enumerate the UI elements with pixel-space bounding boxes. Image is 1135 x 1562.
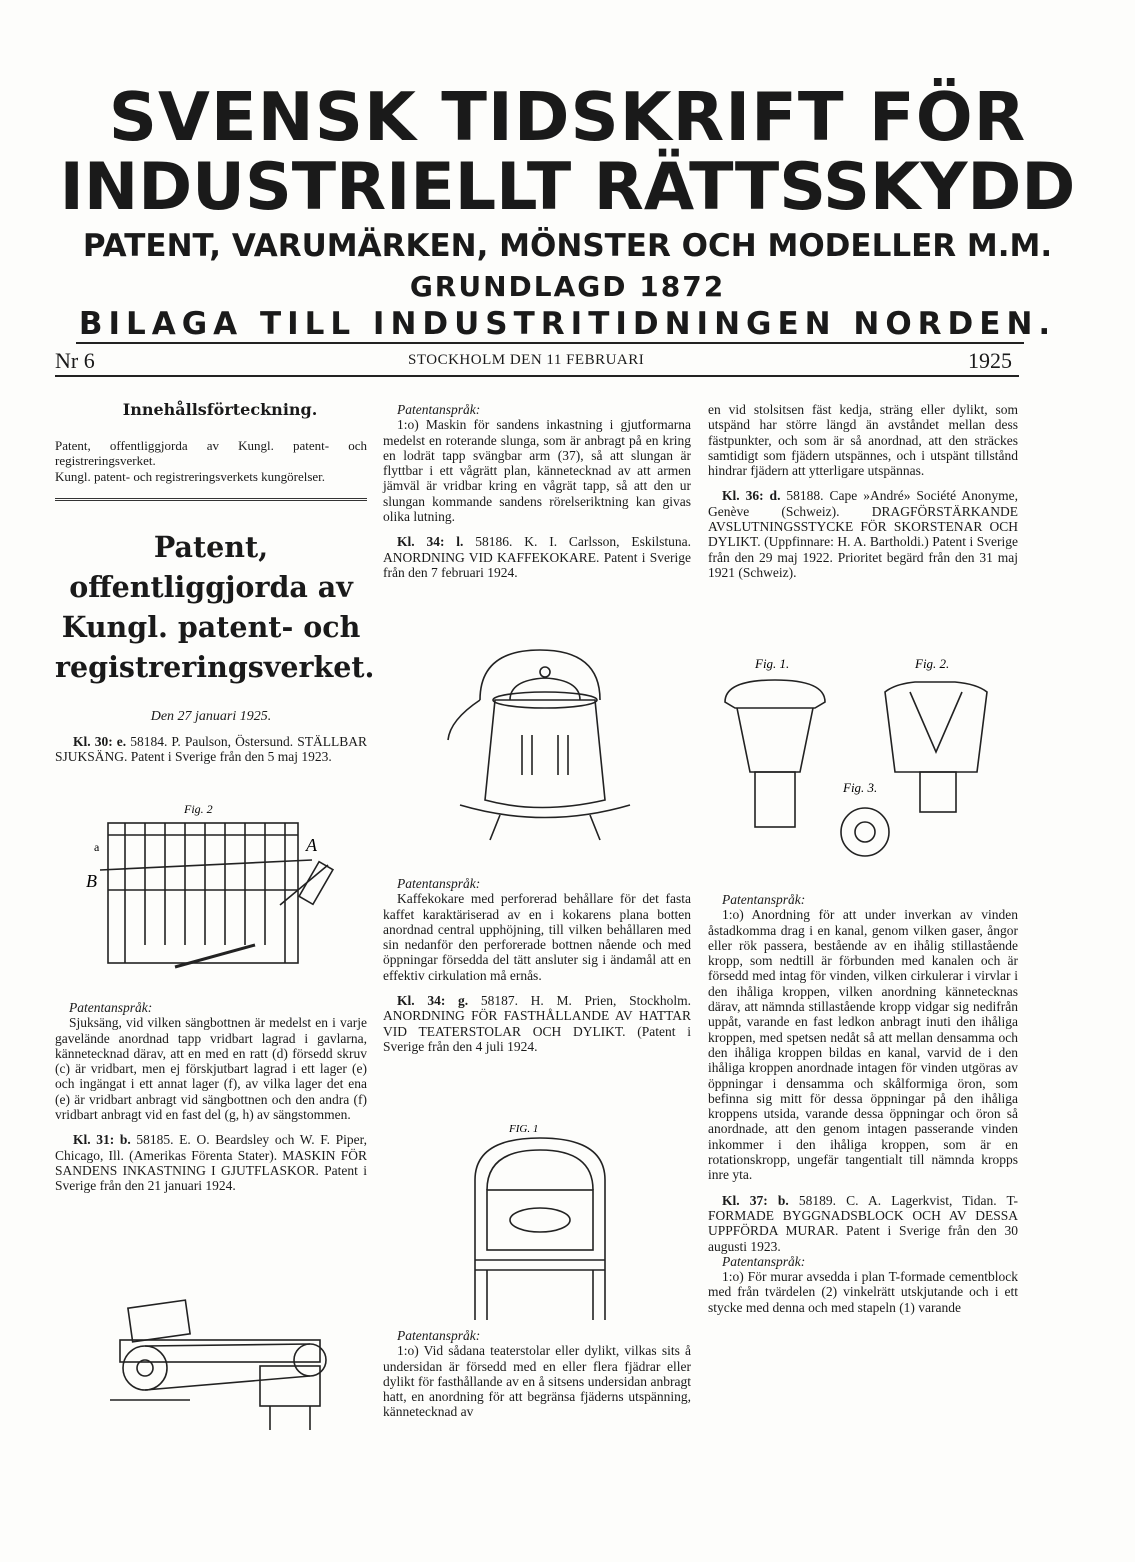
claims-label: Patentanspråk: [397, 1328, 481, 1343]
masthead-supplement: BILAGA TILL INDUSTRITIDNINGEN NORDEN. [78, 306, 1057, 342]
patent-entry-text: 58189. C. A. Lagerkvist, Tidan. T-FORMADE BYGGNADSBLOCK OCH AV DESSA UPPFÖRDA MURAR. Patent i Sverige från den 30 augusti 1923. [708, 1192, 1018, 1254]
class-label: Kl. 30: e. [73, 734, 127, 750]
claims-text: Kaffekokare med perforerad behållare för det fasta kaffet karaktäriserad av en i kokarens plana botten anordnad central upphöjning, till vilken behållaren med sin nedanför den perforerade bottnen nående och med öppningar försedda del tätt ansluter sig i ändamål att en effektiv cirkulation må ernås. [383, 891, 691, 983]
chimney-cap-figures [715, 652, 1020, 882]
class-label: Kl. 34: l. [397, 534, 464, 550]
patent-58188 [708, 488, 1018, 580]
patent-58187 [383, 993, 691, 1054]
column-1-lower [55, 1000, 367, 1194]
patent-58189 [708, 1193, 1018, 1254]
class-label: Kl. 31: b. [73, 1132, 131, 1148]
bed-figure [80, 795, 370, 990]
bed-figure-label: Fig. 2 [184, 802, 213, 816]
toc-item: Kungl. patent- och registreringsverkets kungörelser. [55, 468, 326, 484]
issue-number: Nr 6 [55, 348, 95, 373]
masthead-rule-top [76, 342, 1024, 344]
class-label: Kl. 37: b. [722, 1192, 789, 1208]
patent-entry-text: 58187. H. M. Prien, Stockholm. ANORDNING FÖR FASTHÅLLANDE AV HATTAR VID TEATERSTOLAR OCH DYLIKT. (Patent i Sverige från den 4 juli 1924. [383, 993, 691, 1054]
column-2 [383, 402, 691, 580]
fig-1-label: Fig. 1. [755, 656, 790, 671]
claims-label: Patentanspråk: [69, 1000, 153, 1015]
issue-year: 1925 [968, 348, 1012, 373]
claims-text: 1:o) Anordning för att under inverkan av vinden åstadkomma drag i en kanal, genom vilken gaser, ångor eller rök passera, bestående av en ihålig stillastående kropp, som nedtill är förbunden med kanalen och är försedd med intag för vinden, vilken cirkulerar i virvlar i den ihåliga kroppen, vilken anordning kännetecknas därav, att nämnda stillastående kropp vidgar sig nedifrån uppåt, varande en fast ledkon anbragt inuti den ihåliga kroppen, med spetsen nedåt så att mellan densamma och den ihåliga kroppen bildas en kanal, varvid de i den ihåliga kroppen anordnade intagen för vinden utgöras av öppningar i densamma och skålformiga öron, som befinna sig mitt för dessa öppningar på den ihåliga kroppens utsida, varande dessa öppningar och öron så anordnade, att den genom intagen passerande vinden inkommer i den ihåliga kroppen, som är en rotationskropp, ungefär tangentialt till nämnda kropps inre yta. [708, 907, 1018, 1183]
claims-text: Sjuksäng, vid vilken sängbottnen är medelst en i varje gavelände anordnad tapp vridbart lagrad i gavlarna, kännetecknad därav, att en med en ratt (d) försedd skruv (c) är vridbart, men ej förskjutbart lagrad i ett lager (e) och ingängat i ett annat lager (f), av vilka lager det ena (e) är vridbart anbragt vid sängbottnen och den andra (f) vridbart anbragt vid en fast del (g, h) av sängstommen. [55, 1015, 367, 1123]
column-2-lower [383, 1328, 691, 1420]
claims-text: 1:o) Maskin för sandens inkastning i gjutformarna medelst en roterande slunga, som är anbragt på en kring en lodrät tapp svängbar arm (37), så att slungan är flyttbar i ett vågrätt plan, kännetecknad av att armen jämväl är vridbar kring en vågrät tapp, så att den ur slungan kommande sandens rörelseriktning kan givas olika lutning. [383, 417, 691, 525]
claims-label: Patentanspråk: [722, 892, 806, 907]
patent-entry-text: 58184. P. Paulson, Östersund. STÄLLBAR SJUKSÄNG. Patent i Sverige från den 5 maj 1923. [55, 734, 368, 765]
patent-58184 [55, 734, 367, 765]
class-label: Kl. 34: g. [397, 993, 469, 1009]
patent-58186 [383, 534, 691, 580]
claims-text: 1:o) För murar avsedda i plan T-formade cementblock med från tvärdelen (2) vinkelrätt utskjutande och i ett stycke med denna och med stapeln (1) varande [708, 1269, 1018, 1315]
patent-58185 [55, 1132, 367, 1193]
theater-chair-figure [455, 1120, 625, 1320]
toc-title: Innehållsförteckning. [122, 400, 318, 419]
date-line: Den 27 januari 1925. [150, 708, 272, 724]
label-b: B [86, 871, 97, 891]
claims-text: 1:o) Vid sådana teaterstolar eller dylikt, vilkas sits å undersidan är försedd med en eller flera fjädrar eller dylikt för fasthållande av en å sitsens undersidan anbragt hatt, en anordning för att begränsa fjäderns utspänning, kännetecknad av [383, 1343, 691, 1420]
toc-list [55, 438, 367, 484]
coffee-pot-figure [440, 640, 650, 865]
masthead-title-line-1: SVENSK TIDSKRIFT FÖR [108, 78, 1027, 156]
claims-label: Patentanspråk: [397, 876, 481, 891]
sand-machine-figure [100, 1290, 340, 1440]
column-1 [55, 398, 375, 765]
column-3 [708, 402, 1018, 580]
label-a: a [94, 840, 100, 854]
bed-frame [108, 823, 298, 963]
patent-entry-text: 58186. K. I. Carlsson, Eskilstuna. ANORDNING VID KAFFEKOKARE. Patent i Sverige från den 7 februari 1924. [383, 534, 692, 580]
toc-item: Patent, offentliggjorda av Kungl. patent- och registreringsverket. [55, 438, 367, 469]
chair-figure-label: FIG. 1 [509, 1123, 539, 1135]
masthead-founded: GRUNDLAGD 1872 [409, 270, 726, 303]
patent-entry-text: 58188. Cape »André» Société Anonyme, Genève (Schweiz). DRAGFÖRSTÄRKANDE AVSLUTNINGSSTYCKE FÖR SKORSTENAR OCH DYLIKT. (Uppfinnare: H. A. Bartholdi.) Patent i Sverige från den 29 maj 1922. Prioritet begärd från den 31 maj 1921 (Schweiz). [708, 488, 1018, 580]
class-label: Kl. 36: d. [722, 488, 781, 504]
section-divider [55, 498, 367, 501]
fig-3-label: Fig. 3. [843, 780, 878, 795]
masthead-title-line-2: INDUSTRIELLT RÄTTSSKYDD [59, 150, 1076, 225]
claims-label: Patentanspråk: [397, 402, 481, 417]
masthead-subtitle: PATENT, VARUMÄRKEN, MÖNSTER OCH MODELLER M.M. [82, 228, 1053, 264]
claims-label: Patentanspråk: [722, 1253, 806, 1269]
fig-2-label: Fig. 2. [915, 656, 950, 671]
continued-text: en vid stolsitsen fäst kedja, sträng eller dylikt, som utspänd har större längd än avståndet mellan dess fästpunkter, och som är så anordnad, att den sträckes samtidigt som fjädern utspännes, och i utspänt tillstånd hindrar fjädern att ytterligare utspännas. [708, 402, 1018, 479]
column-3-lower [708, 892, 1018, 1315]
patent-entry-text: 58185. E. O. Beardsley och W. F. Piper, Chicago, Ill. (Amerikas Förenta Stater). MASKIN FÖR SANDENS INKASTNING I GJUTFLASKOR. Patent i Sverige från den 21 januari 1924. [55, 1132, 367, 1194]
section-heading: Patent, offentliggjorda av Kungl. patent- och registreringsverket. [55, 529, 375, 684]
masthead-rule-bottom [55, 375, 1019, 377]
column-2-middle [383, 876, 691, 1054]
label-a-upper: A [306, 835, 317, 855]
issue-place-date: STOCKHOLM DEN 11 FEBRUARI [408, 352, 645, 368]
